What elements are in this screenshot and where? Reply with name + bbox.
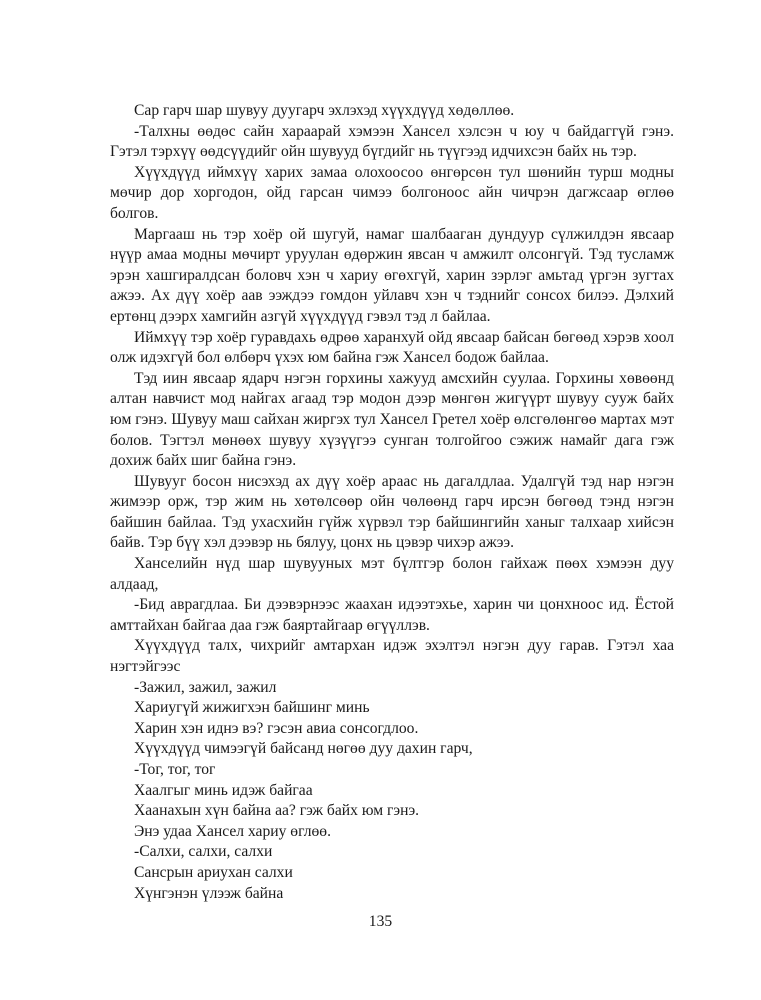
paragraph: Шувууг босон нисэхэд ах дүү хоёр араас нь дагалдлаа. Удалгүй тэд нар нэгэн жимээр орж, тэр жим нь хөтөлсөөр ойн чөлөөнд гарч ирсэн бөгөөд тэнд нэгэн байшин байлаа. Тэд ухасхийн гүйж хүрвэл тэр байшингийн ханыг талхаар хийсэн байв. Тэр бүү хэл дээвэр нь бялуу, цонх нь цэвэр чихэр ажээ. (110, 472, 674, 552)
page-number: 135 (368, 913, 393, 930)
paragraph: Ханселийн нүд шар шувууных мэт бүлтгэр болон гайхаж пөөх хэмээн дуу алдаад, (110, 555, 674, 593)
verse-line: Хаалгыг минь идэж байгаа (134, 781, 313, 799)
paragraph: Хүүхдүүд иймхүү харих замаа олохоосоо өнгөрсөн тул шөнийн турш модны мөчир дор хоргодон, ойд гарсан чимээ болгоноос айн чичрэн дагжсаар өглөө болгов. (110, 163, 674, 222)
paragraph: Тэд иин явсаар ядарч нэгэн горхины хажууд амсхийн суулаа. Горхины хөвөөнд алтан навчист мод найгах агаад тэр модон дээр мөнгөн жигүүрт шувуу сууж байх юм гэнэ. Шувуу маш сайхан жиргэх тул Хансел Гретел хоёр өлсгөлөнгөө мартах мэт болов. Тэгтэл мөнөөх шувуу хүзүүгээ сунган толгойгоо сэжиж намайг дага гэж дохиж байх шиг байна гэнэ. (110, 369, 674, 470)
verse-line: -Зажил, зажил, зажил (134, 678, 277, 696)
paragraph: Сар гарч шар шувуу дуугарч эхлэхэд хүүхдүүд хөдөллөө. (134, 102, 515, 119)
paragraph: Маргааш нь тэр хоёр ой шугуй, намаг шалбааган дундуур сүлжилдэн явсаар нүүр амаа модны мөчирт уруулан өдөржин явсан ч амжилт олсонгүй. Тэд тусламж эрэн хашгиралдсан боловч хэн ч хариу өгөхгүй, харин зэрлэг амьтад үргэн зугтах ажээ. Ах дүү хоёр аав ээждээ гомдон уйлавч хэн ч тэднийг сонсох билээ. Дэлхий ертөнц дээрх хамгийн азгүй хүүхдүүд гэвэл тэд л байлаа. (110, 225, 674, 325)
verse-line: -Салхи, салхи, салхи (134, 843, 273, 861)
verse-line: Хүнгэнэн үлээж байна (134, 884, 284, 902)
paragraph: Иймхүү тэр хоёр гуравдахь өдрөө харанхуй ойд явсаар байсан бөгөөд хэрэв хоол олж идэхгүй бол өлбөрч үхэх юм байна гэж Хансел бодож байлаа. (110, 328, 674, 367)
paragraph: -Талхны өөдөс сайн хараарай хэмээн Хансел хэлсэн ч юу ч байдаггүй гэнэ. Гэтэл тэрхүү өөдсүүдийг ойн шувууд бүгдийг нь түүгээд идчихсэн байх нь тэр. (110, 122, 674, 161)
verse-line: Хаанахын хүн байна аа? гэж байх юм гэнэ. (134, 802, 420, 820)
verse-line: -Тог, тог, тог (134, 761, 216, 778)
verse-line: Хариугүй жижигхэн байшинг минь (134, 699, 370, 717)
verse-line: Энэ удаа Хансел хариу өглөө. (134, 822, 331, 840)
paragraph: -Бид аврагдлаа. Би дээвэрнээс жаахан идээтэхье, харин чи цонхноос ид. Ёстой амттайхан байгаа даа гэж баяртайгаар өгүүллэв. (110, 596, 674, 634)
verse-line: Хүүхдүүд чимээгүй байсанд нөгөө дуу дахин гарч, (134, 740, 473, 758)
body-text (110, 101, 674, 904)
verse-line: Харин хэн иднэ вэ? гэсэн авиа сонсогдлоо. (134, 719, 419, 737)
paragraph: Хүүхдүүд талх, чихрийг амтархан идэж эхэлтэл нэгэн дуу гарав. Гэтэл хаа нэгтэйгээс (110, 637, 674, 676)
verse-line: Сансрын ариухан салхи (134, 863, 293, 881)
